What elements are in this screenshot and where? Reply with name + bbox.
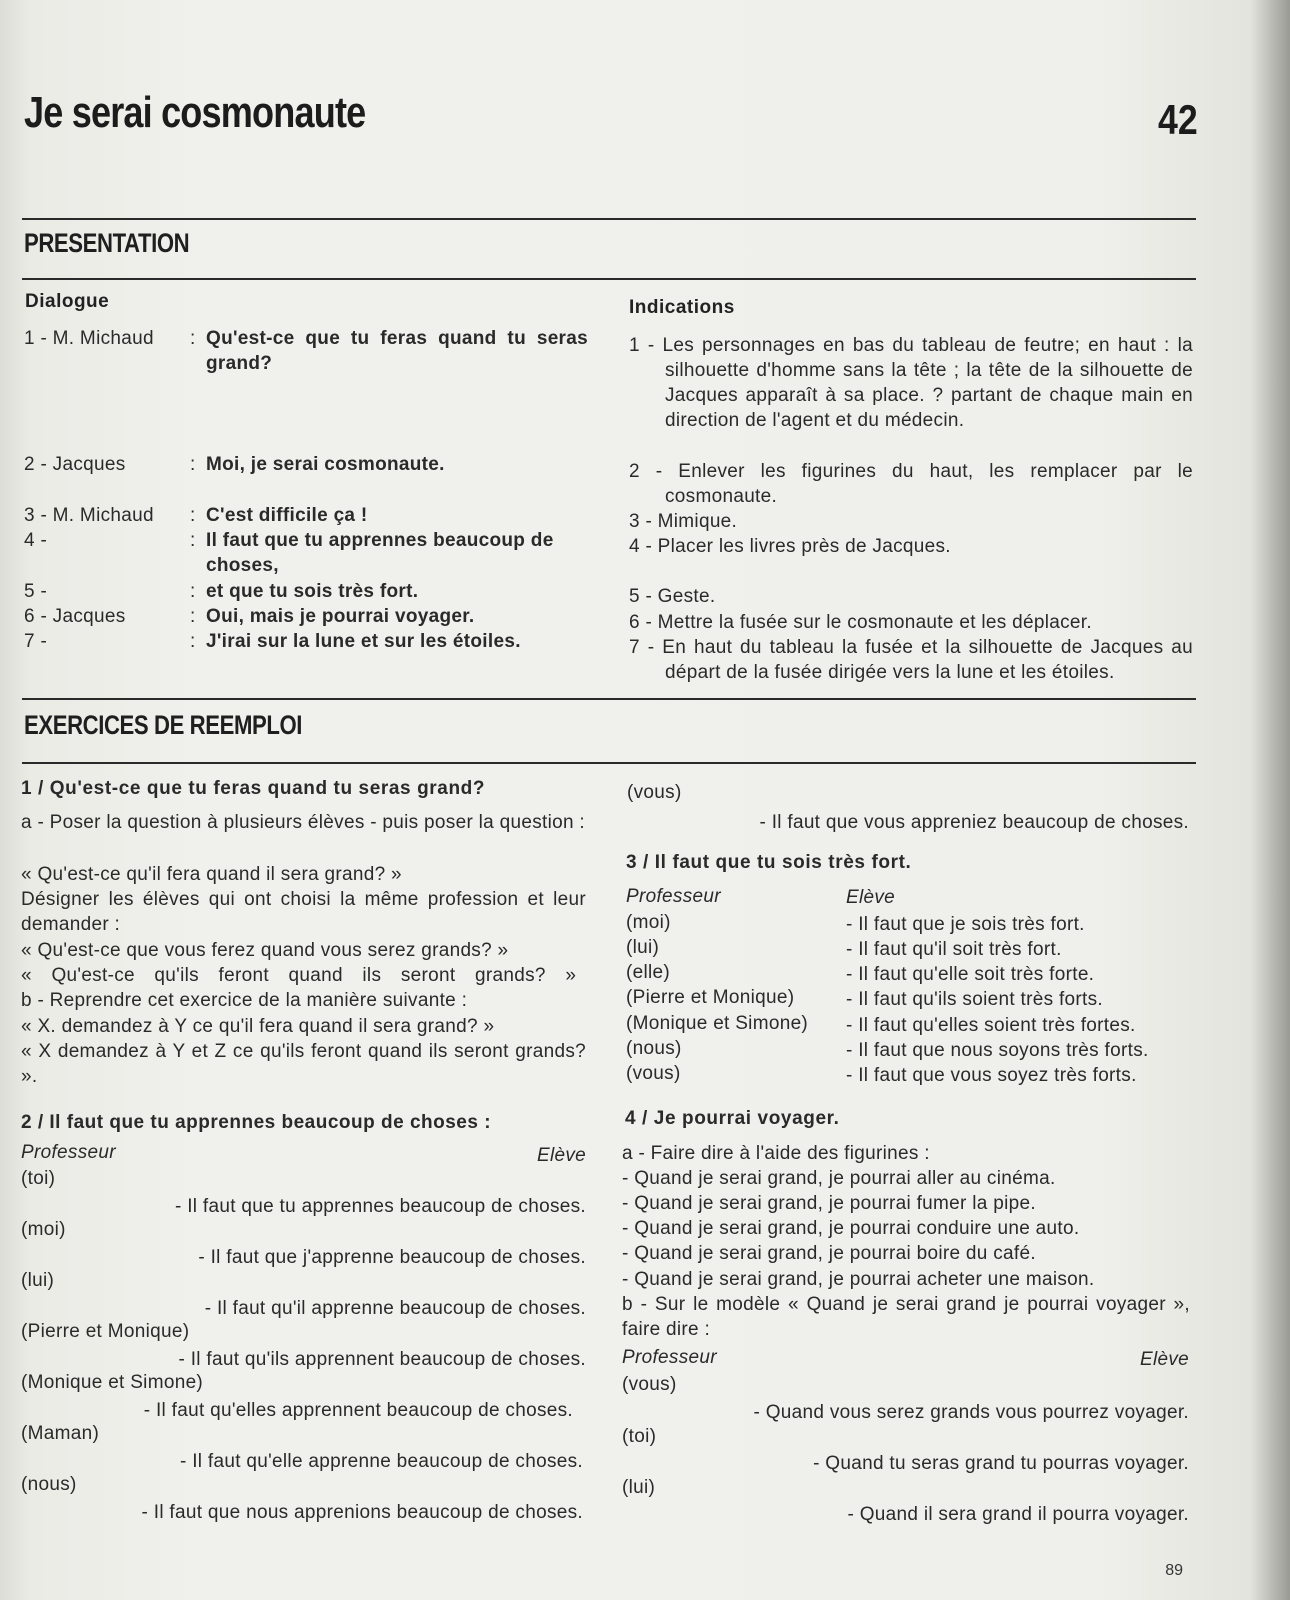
exercise-text: a - Poser la question à plusieurs élèves - puis poser la question : [21, 812, 586, 833]
dialogue-line: Moi, je serai cosmonaute. [206, 454, 445, 475]
cue: (Pierre et Monique) [626, 987, 795, 1008]
cue: (nous) [21, 1474, 77, 1495]
dialogue-label: Dialogue [25, 291, 110, 312]
dialogue-colon: : [190, 631, 196, 652]
professeur-label: Professeur [622, 1347, 717, 1368]
exercise-text: « X. demandez à Y ce qu'il fera quand il sera grand? » [21, 1016, 495, 1037]
answer: - Il faut que nous apprenions beaucoup de choses. [141, 1502, 583, 1523]
answer: - Il faut qu'elle soit très forte. [846, 964, 1095, 985]
dialogue-speaker: 6 - Jacques [24, 606, 126, 627]
dialogue-speaker: 1 - M. Michaud [24, 328, 154, 349]
answer: - Il faut qu'elles apprennent beaucoup de choses. [143, 1400, 573, 1421]
indication-item: 2 - Enlever les figurines du haut, les remplacer par le cosmonaute. [629, 461, 1193, 507]
dialogue-speaker: 7 - [24, 631, 48, 652]
exercise-2-title: 2 / Il faut que tu apprennes beaucoup de choses : [21, 1112, 492, 1133]
exercise-3-title: 3 / Il faut que tu sois très fort. [626, 852, 912, 873]
cue: (toi) [21, 1168, 56, 1189]
exercise-line: - Quand je serai grand, je pourrai conduire une auto. [622, 1218, 1080, 1239]
exercise-text: « Qu'est-ce que vous ferez quand vous serez grands? » [21, 940, 509, 961]
presentation-heading: PRESENTATION [24, 228, 190, 258]
dialogue-colon: : [190, 505, 196, 526]
cue: (Maman) [21, 1423, 100, 1444]
dialogue-colon: : [190, 581, 196, 602]
indication-item: 3 - Mimique. [629, 511, 738, 532]
answer: - Il faut qu'elle apprenne beaucoup de choses. [180, 1451, 583, 1472]
cue: (Monique et Simone) [626, 1013, 809, 1034]
cue: (moi) [626, 912, 671, 933]
cue: (lui) [21, 1270, 55, 1291]
dialogue-colon: : [190, 606, 196, 627]
exercise-text: b - Reprendre cet exercice de la manière suivante : [21, 990, 468, 1011]
page-title: Je serai cosmonaute [24, 88, 366, 137]
cue: (elle) [626, 962, 671, 983]
cue: (toi) [622, 1426, 657, 1447]
dialogue-speaker: 3 - M. Michaud [24, 505, 154, 526]
eleve-label: Elève [846, 887, 896, 908]
answer: - Il faut que je sois très fort. [846, 914, 1085, 935]
exercise-1-title: 1 / Qu'est-ce que tu feras quand tu seras grand? [21, 778, 486, 799]
answer: - Il faut que tu apprennes beaucoup de choses. [175, 1196, 586, 1217]
answer: - Quand il sera grand il pourra voyager. [847, 1504, 1189, 1525]
answer: - Il faut qu'il soit très fort. [846, 939, 1062, 960]
dialogue-line: C'est difficile ça ! [206, 505, 368, 526]
exercises-heading: EXERCICES DE REEMPLOI [24, 710, 303, 740]
cue: (moi) [21, 1219, 66, 1240]
divider [22, 218, 1196, 220]
answer: - Quand vous serez grands vous pourrez voyager. [753, 1402, 1189, 1423]
dialogue-speaker: 2 - Jacques [24, 454, 126, 475]
cue: (vous) [626, 1063, 681, 1084]
cue: (lui) [626, 937, 660, 958]
cue: (nous) [626, 1038, 682, 1059]
exercise-text: « Qu'est-ce qu'ils feront quand ils seront grands? » [21, 965, 577, 986]
answer: - Il faut qu'ils apprennent beaucoup de choses. [178, 1349, 586, 1370]
dialogue-line: Qu'est-ce que tu feras quand tu seras grand? [206, 328, 588, 374]
indication-item: 1 - Les personnages en bas du tableau de feutre; en haut : la silhouette d'homme sans la tête ; la tête de la silhouette de Jacques apparaît à sa place. ? partant de chaque main en direction de l'agent et du médecin. [629, 335, 1193, 431]
answer: - Il faut que j'apprenne beaucoup de choses. [198, 1247, 586, 1268]
indication-item: 5 - Geste. [629, 586, 716, 607]
answer: - Il faut que vous soyez très forts. [846, 1065, 1137, 1086]
cue: (Pierre et Monique) [21, 1321, 190, 1342]
exercise-text: Désigner les élèves qui ont choisi la même profession et leur demander : [21, 889, 586, 935]
exercise-line: - Quand je serai grand, je pourrai aller au cinéma. [622, 1168, 1056, 1189]
dialogue-colon: : [190, 328, 196, 349]
indication-item: 7 - En haut du tableau la fusée et la silhouette de Jacques au départ de la fusée dirigée vers la lune et les étoiles. [629, 637, 1193, 683]
eleve-label: Elève [536, 1145, 586, 1166]
cue: (Monique et Simone) [21, 1372, 204, 1393]
answer: - Il faut que vous appreniez beaucoup de choses. [759, 812, 1189, 833]
dialogue-colon: : [190, 454, 196, 475]
answer: - Il faut qu'ils soient très forts. [846, 989, 1103, 1010]
exercise-line: - Quand je serai grand, je pourrai fumer la pipe. [622, 1193, 1036, 1214]
answer: - Il faut qu'il apprenne beaucoup de choses. [204, 1298, 586, 1319]
exercise-text: « X demandez à Y et Z ce qu'ils feront quand ils seront grands? ». [21, 1041, 586, 1087]
divider [22, 762, 1196, 764]
exercise-text: b - Sur le modèle « Quand je serai grand je pourrai voyager », faire dire : [622, 1294, 1190, 1340]
lesson-number: 42 [1158, 96, 1198, 143]
exercise-line: - Quand je serai grand, je pourrai boire du café. [622, 1243, 1036, 1264]
eleve-label: Elève [1139, 1349, 1189, 1370]
answer: - Quand tu seras grand tu pourras voyager. [813, 1453, 1189, 1474]
professeur-label: Professeur [626, 886, 721, 907]
cue: (vous) [627, 782, 682, 803]
divider [22, 698, 1196, 700]
cue: (vous) [622, 1374, 677, 1395]
exercise-text: « Qu'est-ce qu'il fera quand il sera grand? » [21, 864, 402, 885]
indications-label: Indications [629, 297, 735, 318]
divider [22, 278, 1196, 280]
dialogue-speaker: 5 - [24, 581, 48, 602]
dialogue-line: Oui, mais je pourrai voyager. [206, 606, 475, 627]
exercise-line: - Quand je serai grand, je pourrai acheter une maison. [622, 1269, 1095, 1290]
answer: - Il faut qu'elles soient très fortes. [846, 1015, 1136, 1036]
indication-item: 6 - Mettre la fusée sur le cosmonaute et les déplacer. [629, 612, 1092, 633]
dialogue-speaker: 4 - [24, 530, 48, 551]
dialogue-colon: : [190, 530, 196, 551]
exercise-4-title: 4 / Je pourrai voyager. [625, 1108, 840, 1129]
cue: (lui) [622, 1477, 656, 1498]
dialogue-line: et que tu sois très fort. [206, 581, 419, 602]
dialogue-line: J'irai sur la lune et sur les étoiles. [206, 631, 521, 652]
dialogue-line: Il faut que tu apprennes beaucoup de choses, [206, 530, 554, 576]
answer: - Il faut que nous soyons très forts. [846, 1040, 1149, 1061]
page-number: 89 [1165, 1562, 1183, 1579]
indication-item: 4 - Placer les livres près de Jacques. [629, 536, 951, 557]
exercise-text: a - Faire dire à l'aide des figurines : [622, 1143, 930, 1164]
professeur-label: Professeur [21, 1142, 116, 1163]
